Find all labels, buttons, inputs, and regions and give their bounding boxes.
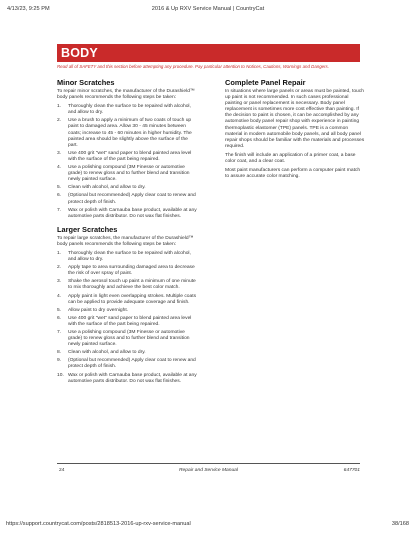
larger-scratches-steps [57, 251, 197, 385]
list-item: 7. Wax or polish with Carnauba base product, available at any automotive parts distributor. Do not wax flat finishes. [57, 207, 197, 219]
list-item: 4. Use a polishing compound (3M Finesse or automotive grade) to renew gloss and to further blend and transition newly painted surface. [57, 165, 190, 183]
browser-print-header [0, 0, 416, 16]
list-item: 6. Use 400 grit "wet" sand paper to blend painted area level with the surface of the part being repaired. [57, 315, 192, 327]
print-page-title: 2016 & Up RXV Service Manual | CountryCat [151, 6, 265, 12]
minor-scratches-heading: Minor Scratches [57, 78, 115, 87]
manual-page-footer [57, 463, 360, 476]
complete-panel-repair-heading: Complete Panel Repair [225, 78, 306, 87]
minor-scratches-steps [57, 104, 197, 220]
list-item: 3. Shake the aerosol touch up paint a minimum of one minute to mix thoroughly and achieve the best color match. [57, 279, 196, 291]
right-column [225, 78, 365, 183]
list-item: 5. Allow paint to dry overnight. [57, 307, 129, 313]
list-item: 3. Use 400 grit "wet" sand paper to blend painted area level with the surface of the part being repaired. [57, 150, 192, 162]
section-title: BODY [61, 46, 98, 60]
list-item: 1. Thoroughly clean the surface to be repaired with alcohol, and allow to dry. [57, 250, 191, 263]
document-code: 647701 [343, 468, 360, 473]
larger-scratches-intro: To repair large scratches, the manufacturer of the Durashield™ body panels recommends the following steps be taken: [57, 235, 194, 247]
manual-title: Repair and Service Manual [179, 468, 238, 473]
complete-panel-paragraph-3: Most paint manufacturers can perform a computer paint match to assure accurate color matching. [225, 168, 361, 180]
list-item: 4. Apply paint in light even overlapping strokes. Multiple coats can be applied to provide adequate coverage and finish. [57, 293, 197, 305]
list-item: 1. Thoroughly clean the surface to be repaired with alcohol, and allow to dry. [57, 104, 191, 116]
list-item: 2. Apply tape to area surrounding damaged area to decrease the risk of over spray of paint. [57, 265, 195, 277]
safety-warning: Read all of SAFETY and this section before attempting any procedure. Pay particular attention to Notices, Cautions, Warnings and Dangers. [57, 64, 329, 69]
complete-panel-paragraph-1: In situations where large panels or areas must be painted, touch up paint is not recommended. In such cases professional painting or panel replacement is necessary. Body panel replacement is sometimes more cost effective than painting. If the decision to paint is chosen, it can be accomplished by any automotive body panel repair shop with experience in painting thermoplastic elastomer (TPE) panels. TPE is a common material in modern automobile body panels, and all body panel repair shops should be familiar with the materials and processes required. [225, 89, 365, 149]
print-page-count: 38/168 [391, 521, 409, 527]
list-item: 8. Clean with alcohol, and allow to dry. [57, 350, 146, 356]
page-number: 24 [59, 468, 65, 473]
section-title-band [57, 44, 360, 62]
larger-scratches-heading: Larger Scratches [57, 224, 118, 234]
list-item: 7. Use a polishing compound (3M Finesse or automotive grade) to renew gloss and to further blend and transition newly painted surface. [57, 330, 190, 348]
print-url: https://support.countrycat.com/posts/2818513-2016-up-rxv-service-manual [6, 521, 191, 527]
list-item: 9. (Optional but recommended) Apply clear coat to renew and protect depth of finish. [57, 358, 196, 370]
list-item: 10. Wax or polish with Carnauba base product, available at any automotive parts distributor. Do not wax flat finishes. [57, 372, 197, 384]
list-item: 2. Use a brush to apply a minimum of two coats of touch up paint to damaged area. Allow 30 - 45 minutes between coats; increase to 45 - 60 minutes in higher humidity. The painted area should be slightly above the surface of the part. [57, 118, 192, 148]
complete-panel-paragraph-2: The finish will include an application of a primer coat, a base color coat, and a clear coat. [225, 152, 356, 165]
minor-scratches-intro: To repair minor scratches, the manufacturer of the Durashield™ body panels recommends the following steps be taken: [57, 89, 195, 101]
left-column [57, 78, 197, 388]
list-item: 5. Clean with alcohol, and allow to dry. [57, 185, 146, 191]
print-datetime: 4/13/23, 9:25 PM [7, 6, 50, 12]
browser-print-footer [0, 519, 416, 531]
list-item: 6. (Optional but recommended) Apply clear coat to renew and protect depth of finish. [57, 193, 196, 205]
